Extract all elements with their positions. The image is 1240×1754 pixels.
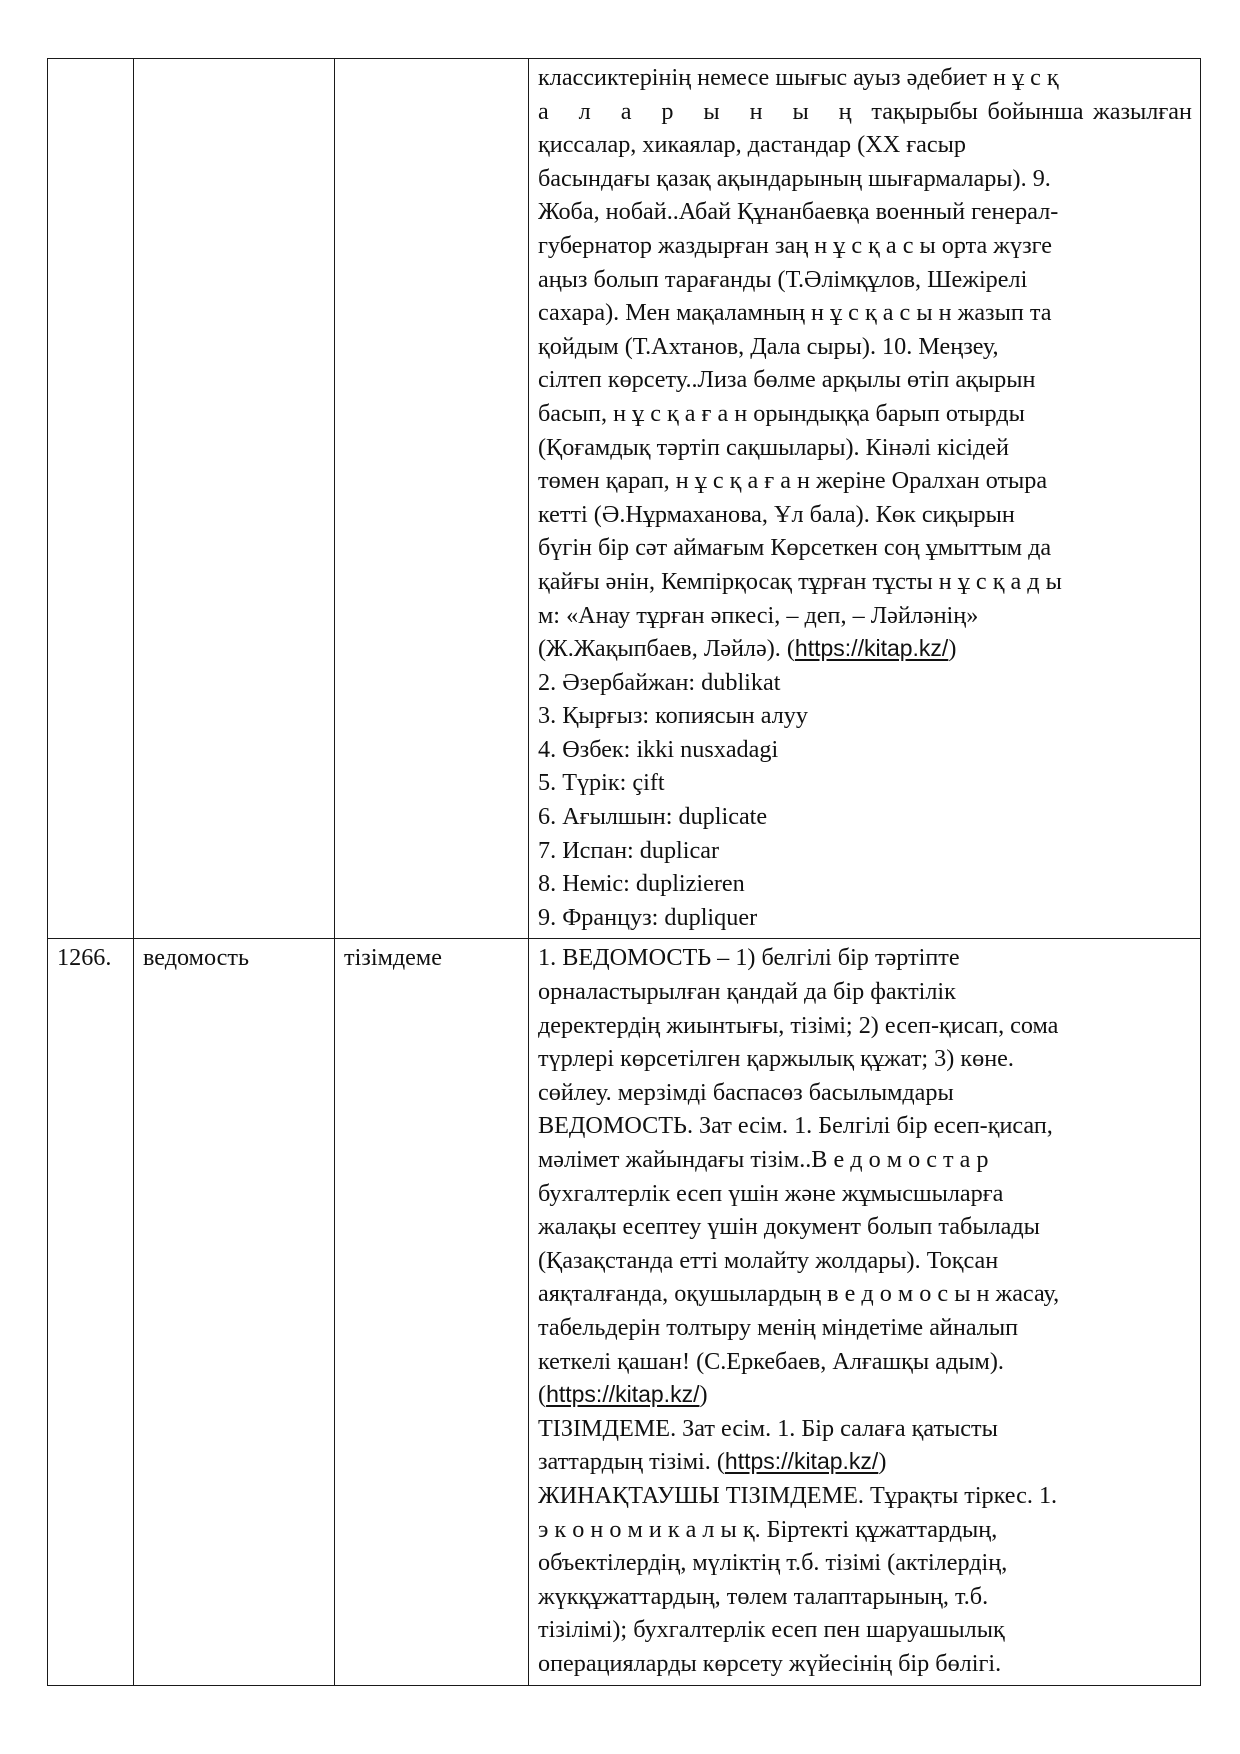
definition-line: аңыз болып тарағанды (Т.Әлімқұлов, Шежірелі (538, 265, 1028, 293)
definition-link-line: (https://kitap.kz/) (538, 1381, 708, 1409)
definition-line: Жоба, нобай..Абай Құнанбаевқа военный генерал- (538, 198, 1059, 226)
definition-line: э к о н о м и к а л ы қ. Біртекті құжаттардың, (538, 1515, 998, 1543)
definition-line: кеткелі қашан! (С.Еркебаев, Алғашқы адым). (538, 1347, 1004, 1375)
definition-line: бухгалтерлік есеп үшін және жұмысшыларға (538, 1179, 1004, 1207)
definition-line: (Қоғамдық тәртіп сақшылары). Кінәлі кісідей (538, 433, 1009, 461)
translation-line: 5. Түрік: çift (538, 769, 665, 797)
definition-line: ЖИНАҚТАУШЫ ТІЗІМДЕМЕ. Тұрақты тіркес. 1. (538, 1481, 1058, 1509)
kitap-link[interactable]: https://kitap.kz/ (546, 1381, 700, 1408)
translation-line: 6. Ағылшын: duplicate (538, 803, 768, 831)
kazakh-term-cell: тізімдеме (335, 939, 529, 1686)
definition-line: қиссалар, хикаялар, дастандар (ХХ ғасыр (538, 131, 966, 159)
definition-line: объектілердің, мүліктің т.б. тізімі (актілердің, (538, 1549, 1008, 1577)
definition-link-line: заттардың тізімі. (https://kitap.kz/) (538, 1448, 887, 1476)
definition-line: орналастырылған қандай да бір фактілік (538, 978, 956, 1006)
dictionary-table (47, 58, 1201, 1686)
definition-line: классиктерінің немесе шығыс ауыз әдебиет н ұ с қ (538, 64, 1059, 91)
entry-number-cell (48, 59, 134, 939)
definition-line: а л а р ы н ы ң тақырыбы бойынша жазылған (538, 97, 1192, 125)
definition-cell (529, 939, 1201, 1686)
kitap-link[interactable]: https://kitap.kz/ (724, 1448, 879, 1475)
definition-line: ТІЗІМДЕМЕ. Зат есім. 1. Бір салаға қатысты (538, 1414, 998, 1442)
definition-line: сөйлеу. мерзімді баспасөз басылымдары (538, 1078, 954, 1106)
definition-line: жүкқұжаттардың, төлем талаптарының, т.б. (538, 1582, 989, 1610)
kitap-link[interactable]: https://kitap.kz/ (794, 635, 949, 662)
definition-source-line: (Ж.Жақыпбаев, Ләйлә). (https://kitap.kz/) (538, 635, 957, 663)
definition-line: табельдерін толтыру менің міндетіме айналып (538, 1313, 1019, 1341)
definition-line: губернатор жаздырған заң н ұ с қ а с ы орта жүзге (538, 231, 1052, 259)
translation-line: 4. Өзбек: ikki nusxadagi (538, 735, 779, 763)
translation-line: 8. Неміс: duplizieren (538, 870, 745, 898)
definition-line: мәлімет жайындағы тізім..В е д о м о с т а р (538, 1146, 989, 1173)
definition-line: қойдым (Т.Ахтанов, Дала сыры). 10. Меңзеу, (538, 332, 999, 360)
definition-line: ВЕДОМОСТЬ. Зат есім. 1. Белгілі бір есеп-қисап, (538, 1112, 1053, 1140)
definition-line: түрлері көрсетілген қаржылық құжат; 3) көне. (538, 1045, 1014, 1073)
definition-line: қайғы әнін, Кемпірқосақ тұрған тұсты н ұ с қ а д ы (538, 567, 1062, 595)
definition-line: м: «Анау тұрған әпкесі, – деп, – Ләйләнің» (538, 601, 979, 629)
translation-line: 3. Қырғыз: копиясын алуу (538, 702, 808, 730)
table-row (48, 59, 1201, 939)
definition-line: аяқталғанда, оқушылардың в е д о м о с ы н жасау, (538, 1280, 1060, 1308)
russian-term-cell (134, 59, 335, 939)
kazakh-term-cell (335, 59, 529, 939)
definition-line: төмен қарап, н ұ с қ а ғ а н жеріне Оралхан отыра (538, 467, 1048, 495)
definition-cell (529, 59, 1201, 939)
definition-line: сілтеп көрсету..Лиза бөлме арқылы өтіп ақырын (538, 366, 1036, 394)
definition-line: кетті (Ә.Нұрмаханова, Ұл бала). Көк сиқырын (538, 500, 1015, 528)
russian-term-cell: ведомость (134, 939, 335, 1686)
definition-line: басындағы қазақ ақындарының шығармалары). 9. (538, 164, 1051, 192)
definition-line: (Қазақстанда етті молайту жолдары). Тоқсан (538, 1246, 999, 1274)
definition-line: бүгін бір сәт аймағым Көрсеткен соң ұмыттым да (538, 534, 1052, 562)
definition-line: басып, н ұ с қ а ғ а н орындыққа барып отырды (538, 399, 1025, 427)
translation-line: 2. Әзербайжан: dublikat (538, 668, 781, 696)
definition-line: деректердің жиынтығы, тізімі; 2) есеп-қисап, сома (538, 1011, 1059, 1039)
definition-line: операцияларды көрсету жүйесінің бір бөлігі. (538, 1649, 1002, 1677)
definition-line: жалақы есептеу үшін документ болып табылады (538, 1213, 1040, 1241)
translation-line: 7. Испан: duplicar (538, 836, 720, 864)
entry-number-cell: 1266. (48, 939, 134, 1686)
definition-line: тізілімі); бухгалтерлік есеп пен шаруашылық (538, 1616, 1005, 1644)
definition-line: 1. ВЕДОМОСТЬ – 1) белгілі бір тәртіпте (538, 944, 960, 972)
definition-line: сахара). Мен мақаламның н ұ с қ а с ы н жазып та (538, 299, 1052, 327)
table-row (48, 939, 1201, 1686)
translation-line: 9. Француз: dupliquer (538, 903, 758, 931)
